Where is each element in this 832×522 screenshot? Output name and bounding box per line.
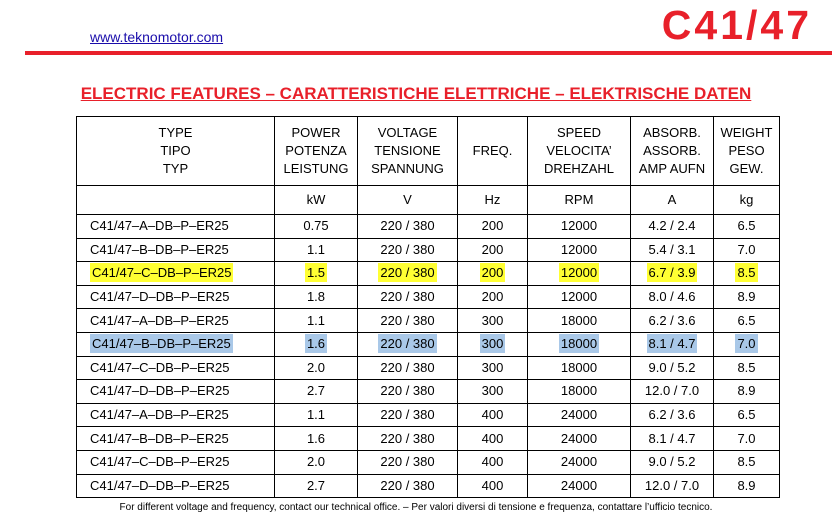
- cell-speed: [528, 474, 631, 498]
- cell-freq: [458, 450, 528, 474]
- cell-freq: [458, 309, 528, 333]
- cell-speed: [528, 285, 631, 309]
- cell-value: 1.6: [306, 430, 326, 446]
- cell-weight: [714, 238, 780, 262]
- cell-type: [77, 238, 275, 262]
- cell-value: C41/47–D–DB–P–ER25: [90, 477, 230, 493]
- cell-power: [275, 380, 358, 404]
- cell-type: [77, 285, 275, 309]
- cell-value: 24000: [560, 407, 598, 423]
- unit-speed: RPM: [528, 186, 631, 215]
- cell-value: 300: [481, 383, 504, 399]
- cell-value: C41/47–B–DB–P–ER25: [90, 430, 229, 446]
- cell-absorb: [631, 403, 714, 427]
- cell-value: 220 / 380: [380, 477, 435, 493]
- website-link[interactable]: www.teknomotor.com: [90, 29, 224, 45]
- cell-value: C41/47–B–DB–P–ER25: [90, 241, 229, 257]
- cell-value: 6.5: [737, 218, 756, 234]
- cell-value: 18000: [560, 336, 598, 352]
- cell-type: [77, 356, 275, 380]
- cell-value: 6.5: [737, 312, 756, 328]
- cell-value: 400: [481, 477, 504, 493]
- cell-value: 220 / 380: [380, 430, 435, 446]
- table-row: [77, 285, 780, 309]
- cell-weight: [714, 427, 780, 451]
- cell-value: 4.2 / 2.4: [648, 218, 696, 234]
- cell-value: 400: [481, 454, 504, 470]
- cell-type: [77, 332, 275, 356]
- cell-value: 1.1: [306, 241, 326, 257]
- units-row: [77, 186, 780, 215]
- cell-absorb: [631, 450, 714, 474]
- cell-power: [275, 262, 358, 286]
- cell-absorb: [631, 356, 714, 380]
- cell-power: [275, 285, 358, 309]
- cell-value: 8.5: [737, 359, 756, 375]
- section-title: [0, 84, 832, 104]
- table-row: [77, 427, 780, 451]
- cell-value: 200: [481, 265, 504, 281]
- column-header-line: TENSIONE: [374, 143, 441, 158]
- cell-value: 8.1 / 4.7: [648, 336, 696, 352]
- column-header-line: VELOCITA’: [546, 143, 612, 158]
- table-row: [77, 262, 780, 286]
- cell-value: 12.0 / 7.0: [644, 383, 700, 399]
- cell-value: 8.1 / 4.7: [648, 430, 696, 446]
- cell-freq: [458, 356, 528, 380]
- cell-speed: [528, 380, 631, 404]
- unit-freq: Hz: [458, 186, 528, 215]
- cell-weight: [714, 474, 780, 498]
- cell-power: [275, 215, 358, 239]
- cell-power: [275, 238, 358, 262]
- table-row: [77, 474, 780, 498]
- cell-value: 12.0 / 7.0: [644, 477, 700, 493]
- cell-value: 24000: [560, 454, 598, 470]
- cell-value: 12000: [560, 289, 598, 305]
- cell-value: 200: [481, 218, 504, 234]
- table-row: [77, 380, 780, 404]
- cell-value: 1.5: [306, 265, 326, 281]
- cell-value: 220 / 380: [380, 218, 435, 234]
- cell-freq: [458, 238, 528, 262]
- column-header-type: [77, 117, 275, 186]
- cell-power: [275, 450, 358, 474]
- column-header-speed: [528, 117, 631, 186]
- cell-value: 7.0: [737, 241, 756, 257]
- cell-voltage: [358, 309, 458, 333]
- column-header-power: [275, 117, 358, 186]
- cell-value: C41/47–A–DB–P–ER25: [90, 218, 229, 234]
- cell-voltage: [358, 380, 458, 404]
- cell-value: 1.6: [306, 336, 326, 352]
- column-header-line: AMP AUFN: [638, 161, 706, 176]
- column-header-line: TYPE: [158, 125, 193, 140]
- table-row: [77, 403, 780, 427]
- cell-speed: [528, 215, 631, 239]
- cell-power: [275, 427, 358, 451]
- cell-value: C41/47–A–DB–P–ER25: [90, 407, 229, 423]
- column-header-line: PESO: [728, 143, 765, 158]
- cell-value: 9.0 / 5.2: [648, 359, 696, 375]
- section-title-text: ELECTRIC FEATURES – CARATTERISTICHE ELETTRICHE – ELEKTRISCHE DATEN: [80, 84, 752, 103]
- cell-value: 8.5: [737, 265, 756, 281]
- column-header-line: VOLTAGE: [377, 125, 438, 140]
- cell-speed: [528, 427, 631, 451]
- cell-voltage: [358, 427, 458, 451]
- cell-value: 12000: [560, 241, 598, 257]
- cell-value: 200: [481, 289, 504, 305]
- unit-absorb: A: [631, 186, 714, 215]
- table-row: [77, 450, 780, 474]
- cell-type: [77, 450, 275, 474]
- cell-value: 300: [481, 336, 504, 352]
- cell-absorb: [631, 262, 714, 286]
- cell-value: 400: [481, 430, 504, 446]
- column-header-line: TIPO: [160, 143, 191, 158]
- cell-weight: [714, 380, 780, 404]
- cell-speed: [528, 262, 631, 286]
- cell-voltage: [358, 285, 458, 309]
- column-header-line: ASSORB.: [643, 143, 701, 158]
- cell-value: C41/47–D–DB–P–ER25: [90, 289, 230, 305]
- cell-value: 5.4 / 3.1: [648, 241, 696, 257]
- column-header-line: POWER: [291, 125, 341, 140]
- cell-speed: [528, 450, 631, 474]
- cell-type: [77, 215, 275, 239]
- cell-value: C41/47–D–DB–P–ER25: [90, 383, 230, 399]
- cell-freq: [458, 427, 528, 451]
- cell-value: 200: [481, 241, 504, 257]
- cell-value: 18000: [560, 359, 598, 375]
- cell-type: [77, 427, 275, 451]
- table-row: [77, 332, 780, 356]
- column-header-line: GEW.: [729, 161, 764, 176]
- cell-value: 7.0: [737, 430, 756, 446]
- column-header-line: LEISTUNG: [283, 161, 349, 176]
- column-header-line: FREQ.: [472, 143, 513, 158]
- column-header-line: DREHZAHL: [543, 161, 615, 176]
- cell-voltage: [358, 262, 458, 286]
- cell-absorb: [631, 332, 714, 356]
- column-header-voltage: [358, 117, 458, 186]
- cell-absorb: [631, 427, 714, 451]
- table-row: [77, 356, 780, 380]
- cell-value: 220 / 380: [380, 241, 435, 257]
- table-row: [77, 238, 780, 262]
- cell-speed: [528, 403, 631, 427]
- cell-value: 6.5: [737, 407, 756, 423]
- cell-weight: [714, 403, 780, 427]
- cell-weight: [714, 262, 780, 286]
- cell-value: 18000: [560, 312, 598, 328]
- cell-voltage: [358, 215, 458, 239]
- cell-weight: [714, 332, 780, 356]
- cell-value: 6.2 / 3.6: [648, 407, 696, 423]
- unit-type: [77, 186, 275, 215]
- cell-value: 2.7: [306, 477, 326, 493]
- header-row: [77, 117, 780, 186]
- cell-weight: [714, 309, 780, 333]
- cell-value: 18000: [560, 383, 598, 399]
- cell-value: 2.7: [306, 383, 326, 399]
- cell-value: C41/47–C–DB–P–ER25: [92, 265, 232, 281]
- cell-speed: [528, 238, 631, 262]
- cell-power: [275, 403, 358, 427]
- cell-speed: [528, 309, 631, 333]
- cell-speed: [528, 332, 631, 356]
- cell-freq: [458, 215, 528, 239]
- cell-value: 6.2 / 3.6: [648, 312, 696, 328]
- column-header-line: SPEED: [556, 125, 602, 140]
- cell-value: C41/47–C–DB–P–ER25: [90, 454, 230, 470]
- unit-weight: kg: [714, 186, 780, 215]
- cell-value: 2.0: [306, 359, 326, 375]
- model-title: C41/47: [661, 2, 812, 48]
- electric-features-table: [76, 116, 780, 498]
- cell-value: 1.1: [306, 407, 326, 423]
- column-header-line: TYP: [162, 161, 189, 176]
- column-header-freq: [458, 117, 528, 186]
- cell-type: [77, 403, 275, 427]
- footer-note: For different voltage and frequency, contact our technical office. – Per valori diversi di tensione e frequenza, contattare l’ufficio tecnico.: [119, 502, 713, 513]
- cell-value: 24000: [560, 430, 598, 446]
- cell-value: 8.9: [737, 383, 756, 399]
- cell-freq: [458, 380, 528, 404]
- cell-value: 220 / 380: [380, 265, 435, 281]
- cell-type: [77, 380, 275, 404]
- cell-type: [77, 309, 275, 333]
- column-header-line: WEIGHT: [720, 125, 773, 140]
- unit-voltage: V: [358, 186, 458, 215]
- cell-value: 220 / 380: [380, 312, 435, 328]
- cell-freq: [458, 262, 528, 286]
- cell-type: [77, 262, 275, 286]
- column-header-line: ABSORB.: [643, 125, 701, 140]
- cell-value: 8.9: [737, 289, 756, 305]
- column-header-line: SPANNUNG: [371, 161, 444, 176]
- cell-value: 6.7 / 3.9: [648, 265, 696, 281]
- cell-value: 220 / 380: [380, 383, 435, 399]
- cell-freq: [458, 332, 528, 356]
- cell-power: [275, 332, 358, 356]
- cell-value: 24000: [560, 477, 598, 493]
- cell-value: 1.8: [306, 289, 326, 305]
- table-row: [77, 215, 780, 239]
- cell-freq: [458, 285, 528, 309]
- table-row: [77, 309, 780, 333]
- cell-weight: [714, 450, 780, 474]
- cell-value: C41/47–B–DB–P–ER25: [92, 336, 231, 352]
- cell-value: 7.0: [737, 336, 756, 352]
- cell-value: 8.5: [737, 454, 756, 470]
- column-header-absorb: [631, 117, 714, 186]
- cell-value: C41/47–A–DB–P–ER25: [90, 312, 229, 328]
- cell-value: 300: [481, 312, 504, 328]
- cell-type: [77, 474, 275, 498]
- cell-voltage: [358, 332, 458, 356]
- cell-value: 12000: [560, 265, 598, 281]
- cell-value: 2.0: [306, 454, 326, 470]
- cell-value: C41/47–C–DB–P–ER25: [90, 359, 230, 375]
- cell-power: [275, 356, 358, 380]
- column-header-weight: [714, 117, 780, 186]
- cell-absorb: [631, 474, 714, 498]
- cell-value: 220 / 380: [380, 289, 435, 305]
- cell-power: [275, 474, 358, 498]
- cell-value: 1.1: [306, 312, 326, 328]
- cell-voltage: [358, 403, 458, 427]
- cell-value: 8.9: [737, 477, 756, 493]
- cell-absorb: [631, 309, 714, 333]
- cell-power: [275, 309, 358, 333]
- cell-voltage: [358, 450, 458, 474]
- cell-voltage: [358, 474, 458, 498]
- cell-freq: [458, 403, 528, 427]
- cell-value: 8.0 / 4.6: [648, 289, 696, 305]
- cell-weight: [714, 356, 780, 380]
- unit-power: kW: [275, 186, 358, 215]
- cell-voltage: [358, 356, 458, 380]
- cell-value: 300: [481, 359, 504, 375]
- cell-value: 0.75: [303, 218, 329, 234]
- cell-value: 400: [481, 407, 504, 423]
- cell-speed: [528, 356, 631, 380]
- cell-absorb: [631, 215, 714, 239]
- cell-absorb: [631, 285, 714, 309]
- cell-weight: [714, 285, 780, 309]
- cell-absorb: [631, 238, 714, 262]
- header-divider: [25, 51, 832, 55]
- cell-weight: [714, 215, 780, 239]
- cell-value: 9.0 / 5.2: [648, 454, 696, 470]
- cell-value: 220 / 380: [380, 454, 435, 470]
- cell-value: 220 / 380: [380, 336, 435, 352]
- cell-absorb: [631, 380, 714, 404]
- cell-value: 220 / 380: [380, 407, 435, 423]
- cell-value: 220 / 380: [380, 359, 435, 375]
- cell-freq: [458, 474, 528, 498]
- cell-voltage: [358, 238, 458, 262]
- column-header-line: POTENZA: [285, 143, 347, 158]
- cell-value: 12000: [560, 218, 598, 234]
